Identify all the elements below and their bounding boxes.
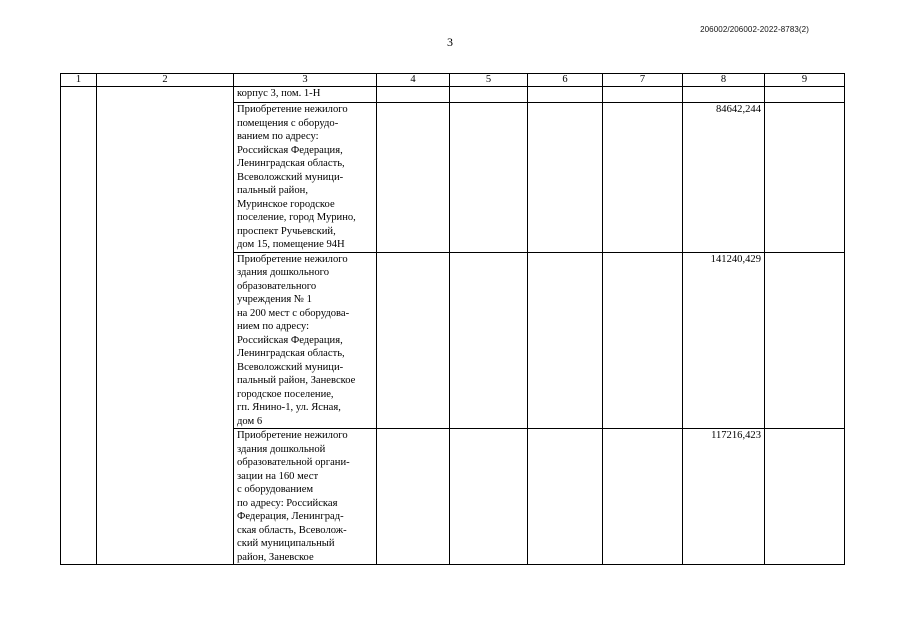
description-cell: Приобретение нежилого здания дошкольной образовательной органи- зации на 160 мест с оборудованием по адресу: Российская Федерация, Ленинград- ская область, Всеволож- ский муниципальный район, Заневское (234, 429, 377, 565)
column-header: 4 (377, 74, 450, 87)
description-cell: Приобретение нежилого здания дошкольного образовательного учреждения № 1 на 200 мест с оборудова- нием по адресу: Российская Федерация, Ленинградская область, Всеволожский муници- пальный район, Заневское городское поселение, гп. Янино-1, ул. Ясная, дом 6 (234, 252, 377, 429)
column-header: 2 (97, 74, 234, 87)
column-header: 7 (603, 74, 683, 87)
column-header: 9 (765, 74, 845, 87)
amount-cell: 117216,423 (683, 429, 765, 565)
column-header: 6 (528, 74, 603, 87)
cell-col2 (97, 87, 234, 565)
column-number-row (61, 74, 845, 87)
column-header: 8 (683, 74, 765, 87)
table-row (61, 87, 845, 103)
continuation-cell: корпус 3, пом. 1-Н (234, 87, 377, 103)
column-header: 1 (61, 74, 97, 87)
column-header: 5 (450, 74, 528, 87)
data-table (60, 73, 845, 565)
amount-cell: 84642,244 (683, 103, 765, 253)
description-cell: Приобретение нежилого помещения с оборудо- ванием по адресу: Российская Федерация, Ленинградская область, Всеволожский муници- пальный район, Муринское городское поселение, город Мурино, проспект Ручьевский, дом 15, помещение 94Н (234, 103, 377, 253)
amount-cell: 141240,429 (683, 252, 765, 429)
document-id: 206002/206002-2022-8783(2) (700, 25, 809, 34)
column-header: 3 (234, 74, 377, 87)
page-number: 3 (447, 35, 453, 49)
cell-col1 (61, 87, 97, 565)
